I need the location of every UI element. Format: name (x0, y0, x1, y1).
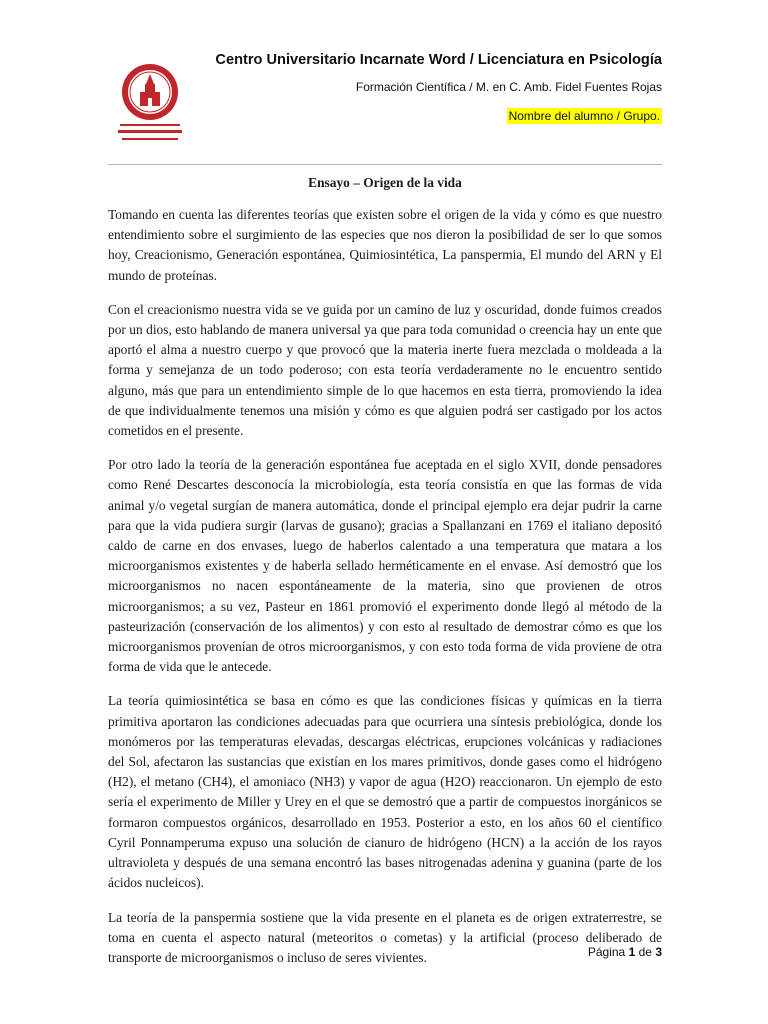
page-current: 1 (628, 945, 636, 959)
student-placeholder: Nombre del alumno / Grupo. (508, 109, 660, 123)
page-of: de (638, 945, 652, 959)
document-title: Ensayo – Origen de la vida (308, 175, 462, 190)
header-subtitle: Formación Científica / M. en C. Amb. Fidel Fuentes Rojas (355, 80, 662, 94)
document-body (108, 205, 662, 982)
page-number (588, 945, 662, 959)
header-divider (108, 164, 662, 165)
paragraph: Con el creacionismo nuestra vida se ve guida por un camino de luz y oscuridad, donde fuimos creados por un dios, esto hablando de manera universal ya que para toda comunidad o creencia hay un ente que aportó el alma a nuestro cuerpo y que provocó que la materia inerte fuera mezclada o moldeada a la forma y semejanza de un todo poderoso; con esta teoría verdaderamente no le encuentro sentido alguno, más que para un entendimiento simple de lo que hacemos en esta tierra, promoviendo la idea de que individualmente tenemos una misión y cómo es que alguien podrá ser castigado por los actos cometidos en el presente. (108, 301, 662, 439)
page-header (0, 0, 768, 170)
page-word: Página (587, 945, 626, 959)
paragraph: Tomando en cuenta las diferentes teorías que existen sobre el origen de la vida y cómo es que nuestro entendimiento sobre el surgimiento de las especies que nos dieron la posibilidad de ser lo que somos hoy, Creacionismo, Generación espontánea, Quimiosintética, La panspermia, El mundo del ARN y El mundo de proteínas. (108, 207, 662, 283)
paragraph: Por otro lado la teoría de la generación espontánea fue aceptada en el siglo XVII, donde pensadores como René Descartes desconocía la microbiología, esta teoría consistía en que las formas de vida animal y/o vegetal surgían de manera automática, donde el principal ejemplo era dejar pudrir la carne para que la vida pudiera surgir (larvas de gusano); gracias a Spallanzani en 1769 el italiano depositó caldo de carne en dos envases, luego de haberlos calentado a una temperatura que matara a los microorganismos existentes y de haberla sellado herméticamente en el envase. Así demostró que los microorganismos no nacen espontáneamente de la materia, sino que provienen de otros microorganismos; a su vez, Pasteur en 1861 promovió el experimento donde llegó al método de la pasteurización (conservación de los alimentos) y con esto al resultado de demostrar cómo es que los microorganismos provenían de otros microorganismos, y con esto toda forma de vida proviene de otra forma de vida que le antecede. (108, 457, 662, 675)
page-total: 3 (655, 945, 662, 959)
paragraph: La teoría quimiosintética se basa en cómo es que las condiciones físicas y químicas en la tierra primitiva aportaron las condiciones adecuadas para que ocurriera una síntesis prebiológica, donde los monómeros por las temperaturas elevadas, descargas eléctricas, erupciones volcánicas y radiaciones del Sol, afectaron las sustancias que existían en los mares primitivos, donde gases como el hidrógeno (H2), el metano (CH4), el amoniaco (NH3) y vapor de agua (H2O) reaccionaron. Un ejemplo de esto sería el experimento de Miller y Urey en el que se demostró que a partir de compuestos inorgánicos se formaron compuestos orgánicos, desarrollado en 1953. Posterior a esto, en los años 60 el científico Cyril Ponnamperuma expuso una solución de cianuro de hidrógeno (HCN) a la acción de los rayos ultravioleta y después de una semana encontró las bases nitrogenadas adenina y guanina (parte de los ácidos nucleicos). (108, 693, 662, 891)
university-seal-icon (112, 62, 188, 158)
header-title: Centro Universitario Incarnate Word / Licenciatura en Psicología (215, 52, 662, 68)
paragraph: La teoría de la panspermia sostiene que la vida presente en el planeta es de origen extraterrestre, se toma en cuenta el aspecto natural (meteoritos o cometas) y la artificial (proceso deliberado de transporte de microorganismos o incluso de seres vivientes. (108, 909, 662, 965)
